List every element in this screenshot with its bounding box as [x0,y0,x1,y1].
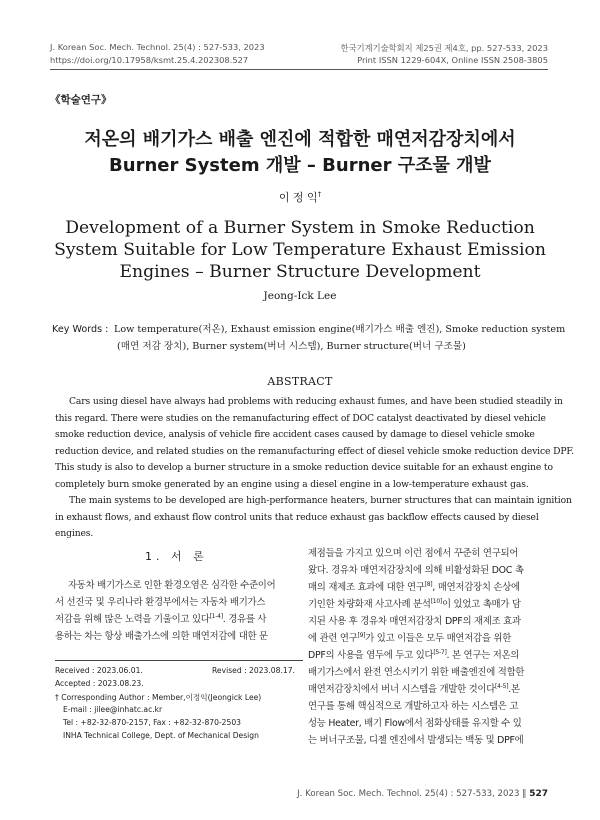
citation-ref[interactable]: [8] [424,580,433,588]
body-line: 에 관련 연구[9]가 있고 이들은 모두 매연저감을 위한 [308,631,511,644]
keywords-label: Key Words : [52,324,109,335]
abstract-line: Cars using diesel have always had problems with reducing exhaust fumes, and have been studied steadily in [69,396,563,407]
body-line: 제점들을 가지고 있으며 이런 점에서 꾸준히 연구되어 [308,548,519,559]
body-line: 왔다. 경유차 매연저감장치에 의해 비활성화된 DOC 촉 [308,565,524,576]
corresponding-author: † Corresponding Author : Member,이정익(Jeongick Lee) [55,693,262,702]
accepted-date: Accepted : 2023.08.23. [55,679,144,688]
body-line: 저감을 위해 많은 노력을 기울이고 있다[1-4]. 경유를 사 [55,612,267,625]
page-number: 527 [529,789,548,799]
keywords-line: (매연 저감 장치), Burner system(버너 시스템), Burner structure(버너 구조물) [117,340,466,352]
body-line: DPF의 사용을 염두에 두고 있다[5-7]. 본 연구는 저온의 [308,648,520,661]
journal-citation: J. Korean Soc. Mech. Technol. 25(4) : 527-533, 2023 [50,42,265,52]
body-line: 매의 재제조 효과에 대한 연구[8], 매연저감장치 손상에 [308,580,520,593]
english-title-line-2: System Suitable for Low Temperature Exhaust Emission [54,240,546,260]
citation-ref[interactable]: [4-5] [495,682,509,690]
english-author: Jeong-Ick Lee [263,290,337,302]
english-title-line-1: Development of a Burner System in Smoke Reduction [65,218,535,238]
body-line: 성능 Heater, 배기 Flow에서 점화상태를 유지할 수 있 [308,718,522,729]
english-title-line-3: Engines – Burner Structure Development [119,262,481,282]
abstract-line: The main systems to be developed are high-performance heaters, burner structures that can maintain ignition [69,495,572,506]
journal-korean-citation: 한국기계기술학회지 제25권 제4호, pp. 527-533, 2023 [340,43,548,53]
page-footer: J. Korean Soc. Mech. Technol. 25(4) : 527-533, 2023 ‖ 527 [297,789,548,799]
revised-date: Revised : 2023.08.17. [212,666,295,675]
body-line: 지된 사용 후 경유차 매연저감장치 DPF의 재제조 효과 [308,616,521,627]
doi-link[interactable]: https://doi.org/10.17958/ksmt.25.4.202308.527 [50,55,249,65]
body-line: 용하는 차는 항상 배출가스에 의한 매연저감에 대한 문 [55,631,268,642]
citation-ref[interactable]: [10] [430,597,443,605]
abstract-line: in exhaust flows, and exhaust flow control units that reduce exhaust gas backflow effects caused by diesel [55,511,539,523]
korean-title-line-1: 저온의 배기가스 배출 엔진에 적합한 매연저감장치에서 [84,129,516,150]
author-phone: Tel : +82-32-870-2157, Fax : +82-32-870-2503 [63,718,242,727]
korean-title-line-2: Burner System 개발 – Burner 구조물 개발 [109,155,491,176]
author-affiliation: INHA Technical College, Dept. of Mechanical Design [63,731,259,740]
article-category: 《학술연구》 [50,94,112,106]
abstract-line: reduction device, and related studies on the remanufacturing effect of diesel vehicle smoke reduction device DPF. [55,445,575,457]
body-line: 는 버너구조물, 디젤 엔진에서 발생되는 백동 및 DPF에 [308,735,524,746]
body-line: 연구를 통해 핵심적으로 개발하고자 하는 시스템은 고 [308,701,519,712]
citation-ref[interactable]: [9] [357,631,366,639]
body-line: 자동차 배기가스로 인한 환경오염은 심각한 수준이어 [68,580,276,591]
citation-ref[interactable]: [5-7] [433,648,447,656]
abstract-line: This study is also to develop a burner structure in a smoke reduction device suitable for an exhaust engine to [55,462,553,473]
footnote-divider [55,660,303,661]
body-line: 매연저감장치에서 버너 시스템을 개발한 것이다[4-5].본 [308,682,520,695]
body-line: 배기가스에서 완전 연소시키기 위한 배출엔진에 적합한 [308,667,525,678]
body-line: 서 선진국 및 우리나라 환경부에서는 자동차 배기가스 [55,597,266,608]
issn-info: Print ISSN 1229-604X, Online ISSN 2508-3805 [357,55,548,65]
abstract-line: this regard. There were studies on the remanufacturing effect of DOC catalyst deactivated by diesel vehicle [55,412,546,424]
received-date: Received : 2023.06.01. [55,666,143,675]
korean-author: 이 정 익† [278,190,322,204]
abstract-line: engines. [55,528,94,539]
citation-ref[interactable]: [1-4] [209,612,223,620]
abstract-line: smoke reduction device, analysis of vehicle fire accident cases caused by damage to diesel vehicle smoke [55,429,535,440]
abstract-line: completely burn smoke generated by an engine using a diesel engine in a low-temperature exhaust gas. [55,478,529,490]
header-divider [50,69,548,70]
abstract-heading: ABSTRACT [267,375,333,388]
body-line: 기인한 차량화재 사고사례 분석[10]이 있었고 촉매가 담 [308,597,521,610]
author-email[interactable]: E-mail : jilee@inhatc.ac.kr [63,705,163,714]
keywords-line: Low temperature(저온), Exhaust emission engine(배기가스 배출 엔진), Smoke reduction system [114,324,566,335]
section-heading: 1. 서 론 [145,550,208,563]
